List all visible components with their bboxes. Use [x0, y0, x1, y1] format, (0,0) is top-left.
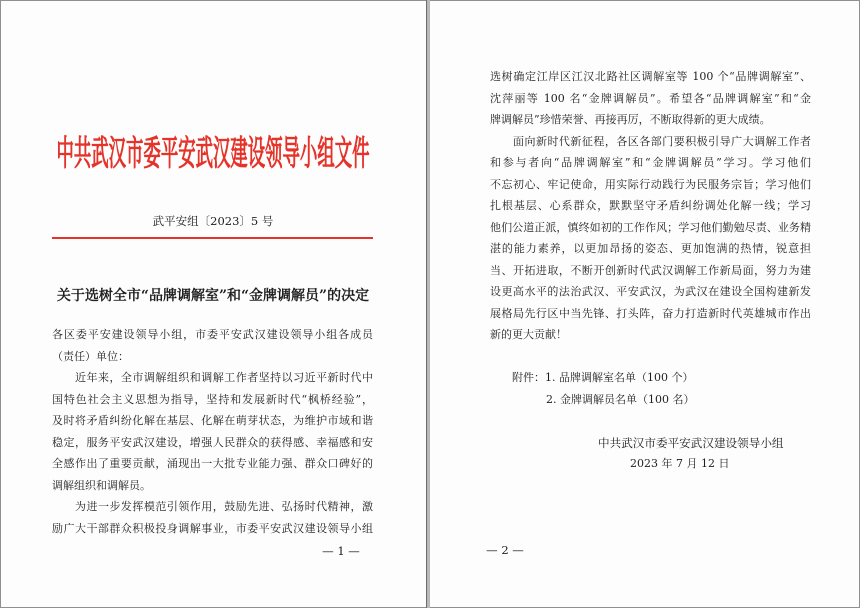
body-line: 面向新时代新征程，各区各部门要积极引导广大调解工作者 — [513, 134, 811, 148]
letterhead-title — [52, 135, 374, 175]
body-line: 沈萍丽等 100 名“金牌调解员”。希望各“品牌调解室”和“金 — [490, 91, 811, 105]
document-number: 武平安组〔2023〕5 号 — [152, 214, 274, 228]
body-line: 选树确定江岸区江汉北路社区调解室等 100 个“品牌调解室”、 — [490, 70, 811, 83]
right-page — [430, 1, 859, 607]
body-line: 设更高水平的法治武汉、平安武汉，为武汉在建设全国构建新发 — [490, 285, 811, 298]
body-line: 全感作出了重要贡献，涌现出一大批专业能力强、群众口碑好的 — [52, 457, 373, 470]
body-line: 当、开拓进取，不断开创新时代武汉调解工作新局面，努力为建 — [490, 263, 811, 277]
body-line: 和参与者向“品牌调解室”和“金牌调解员”学习。学习他们 — [490, 156, 811, 169]
page-number: — 1 — — [322, 544, 360, 558]
body-line: 励广大干部群众积极投身调解事业，市委平安武汉建设领导小组 — [52, 521, 373, 535]
body-line: 展格局先行区中当先锋、打头阵，奋力打造新时代英雄城市作出 — [490, 306, 811, 320]
red-divider-rule — [52, 237, 373, 239]
body-line: 牌调解员”珍惜荣誉、再接再厉，不断取得新的更大成绩。 — [490, 113, 771, 126]
body-line: 不忘初心、牢记使命，用实际行动践行为民服务宗旨；学习他们 — [490, 177, 811, 191]
salutation-line: 各区委平安建设领导小组，市委平安武汉建设领导小组各成员 — [52, 328, 373, 341]
body-line: 扎根基层、心系群众，默默坚守矛盾纠纷调处化解一线；学习 — [490, 199, 811, 212]
issue-date: 2023 年 7 月 12 日 — [630, 457, 730, 470]
body-line: 湛的能力素养，以更加昂扬的姿态、更加饱满的热情，锐意担 — [490, 242, 811, 255]
body-line: 他们公道正派，慎终如初的工作作风；学习他们勤勉尽责、业务精 — [490, 220, 811, 234]
signatory: 中共武汉市委平安武汉建设领导小组 — [598, 435, 784, 450]
attachment-line: 附件：1. 品牌调解室名单（100 个） — [512, 371, 694, 384]
body-line: 为进一步发挥模范引领作用，鼓励先进、弘扬时代精神，激 — [75, 500, 373, 513]
page-number: — 2 — — [486, 543, 524, 557]
attachment-line: 2. 金牌调解员名单（100 名） — [546, 392, 695, 406]
letterhead-title-text: 中共武汉市委平安武汉建设领导小组文件 — [56, 135, 370, 175]
body-line: 新的更大贡献！ — [490, 328, 567, 341]
body-line: 及时将矛盾纠纷化解在基层、化解在萌芽状态，为维护市域和谐 — [52, 414, 373, 427]
body-line: 调解组织和调解员。 — [52, 478, 151, 492]
body-line: 国特色社会主义思想为指导，坚持和发展新时代“枫桥经验”， — [52, 392, 373, 406]
document-title: 关于选树全市“品牌调解室”和“金牌调解员”的决定 — [56, 288, 370, 304]
left-page — [1, 1, 426, 607]
body-line: 稳定，服务平安武汉建设，增强人民群众的获得感、幸福感和安 — [52, 435, 373, 449]
salutation-line: （责任）单位： — [52, 349, 129, 363]
body-line: 近年来，全市调解组织和调解工作者坚持以习近平新时代中 — [75, 371, 373, 384]
